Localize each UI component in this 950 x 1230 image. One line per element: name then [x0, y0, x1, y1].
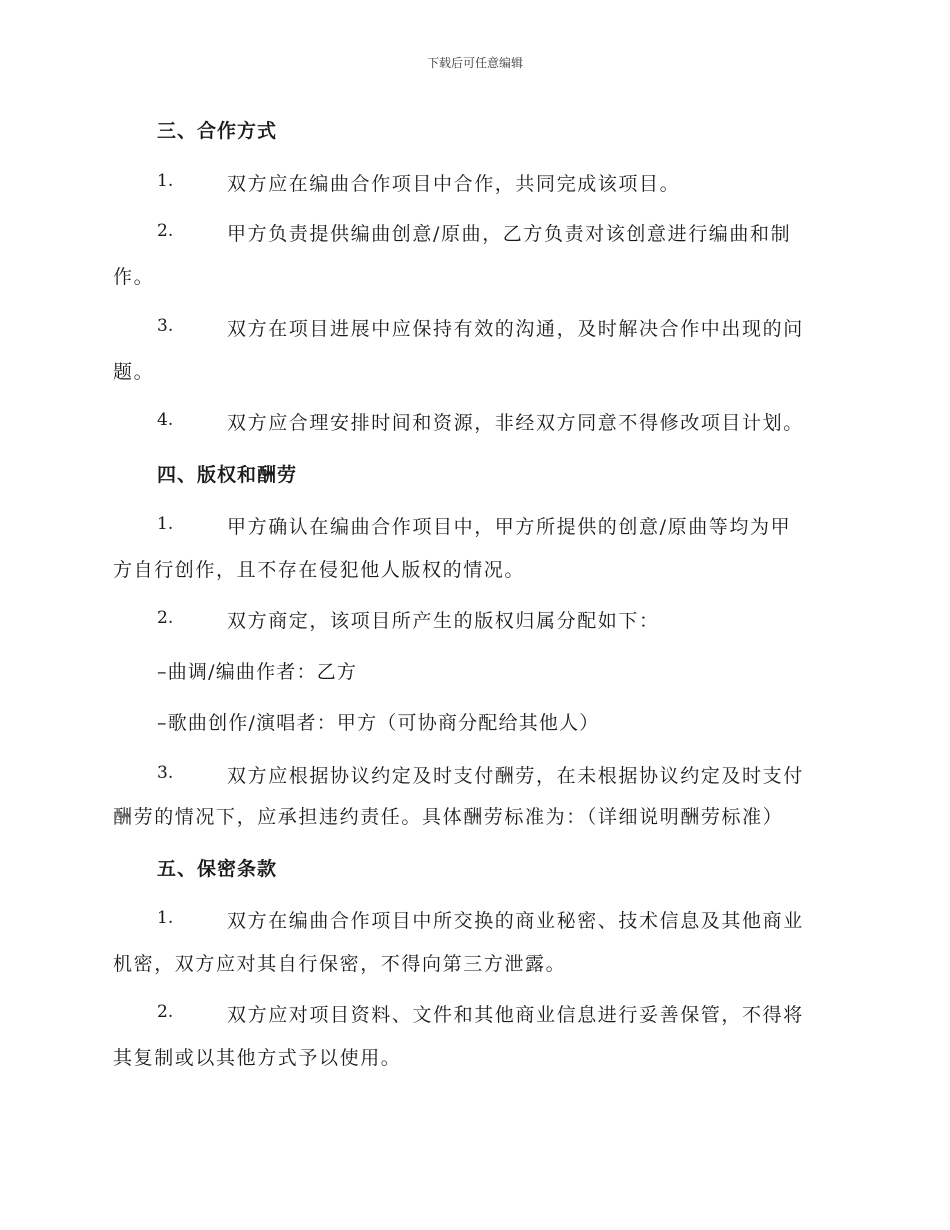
item-text: 双方应根据协议约定及时支付酬劳，在未根据协议约定及时支付: [227, 765, 804, 787]
item-number: 2.: [157, 221, 174, 241]
item-text: 双方应在编曲合作项目中合作，共同完成该项目。: [227, 173, 681, 195]
page-header: 下载后可任意编辑: [426, 56, 523, 70]
item-text: 双方应合理安排时间和资源，非经双方同意不得修改项目计划。: [227, 412, 804, 434]
item-text-continuation: 方自行创作，且不存在侵犯他人版权的情况。: [113, 559, 526, 581]
item-number: 2.: [157, 1002, 174, 1022]
item-number: 1.: [157, 908, 174, 928]
item-number: 3.: [157, 763, 174, 783]
section-heading-4: 四、版权和酬劳: [157, 464, 298, 486]
item-text-continuation: 酬劳的情况下，应承担违约责任。具体酬劳标准为：（详细说明酬劳标准）: [113, 806, 784, 828]
item-text-continuation: 作。: [113, 266, 155, 288]
item-text: 双方在项目进展中应保持有效的沟通，及时解决合作中出现的问: [227, 318, 804, 340]
item-text-continuation: 机密，双方应对其自行保密，不得向第三方泄露。: [113, 953, 567, 975]
section-heading-3: 三、合作方式: [157, 120, 278, 142]
item-text: 双方应对项目资料、文件和其他商业信息进行妥善保管，不得将: [227, 1004, 804, 1026]
item-text: 双方商定，该项目所产生的版权归属分配如下：: [227, 610, 660, 632]
item-text-continuation: 题。: [113, 361, 155, 383]
item-text: 双方在编曲合作项目中所交换的商业秘密、技术信息及其他商业: [227, 910, 804, 932]
item-number: 4.: [157, 410, 174, 430]
item-text-continuation: 其复制或以其他方式予以使用。: [113, 1047, 402, 1069]
allocation-line: –歌曲创作/演唱者：甲方（可协商分配给其他人）: [157, 712, 600, 734]
allocation-line: –曲调/编曲作者：乙方: [157, 661, 358, 683]
item-number: 1.: [157, 171, 174, 191]
section-heading-5: 五、保密条款: [157, 858, 278, 880]
item-number: 3.: [157, 316, 174, 336]
item-text: 甲方确认在编曲合作项目中，甲方所提供的创意/原曲等均为甲: [227, 516, 792, 538]
item-number: 2.: [157, 608, 174, 628]
item-number: 1.: [157, 514, 174, 534]
item-text: 甲方负责提供编曲创意/原曲，乙方负责对该创意进行编曲和制: [227, 223, 792, 245]
